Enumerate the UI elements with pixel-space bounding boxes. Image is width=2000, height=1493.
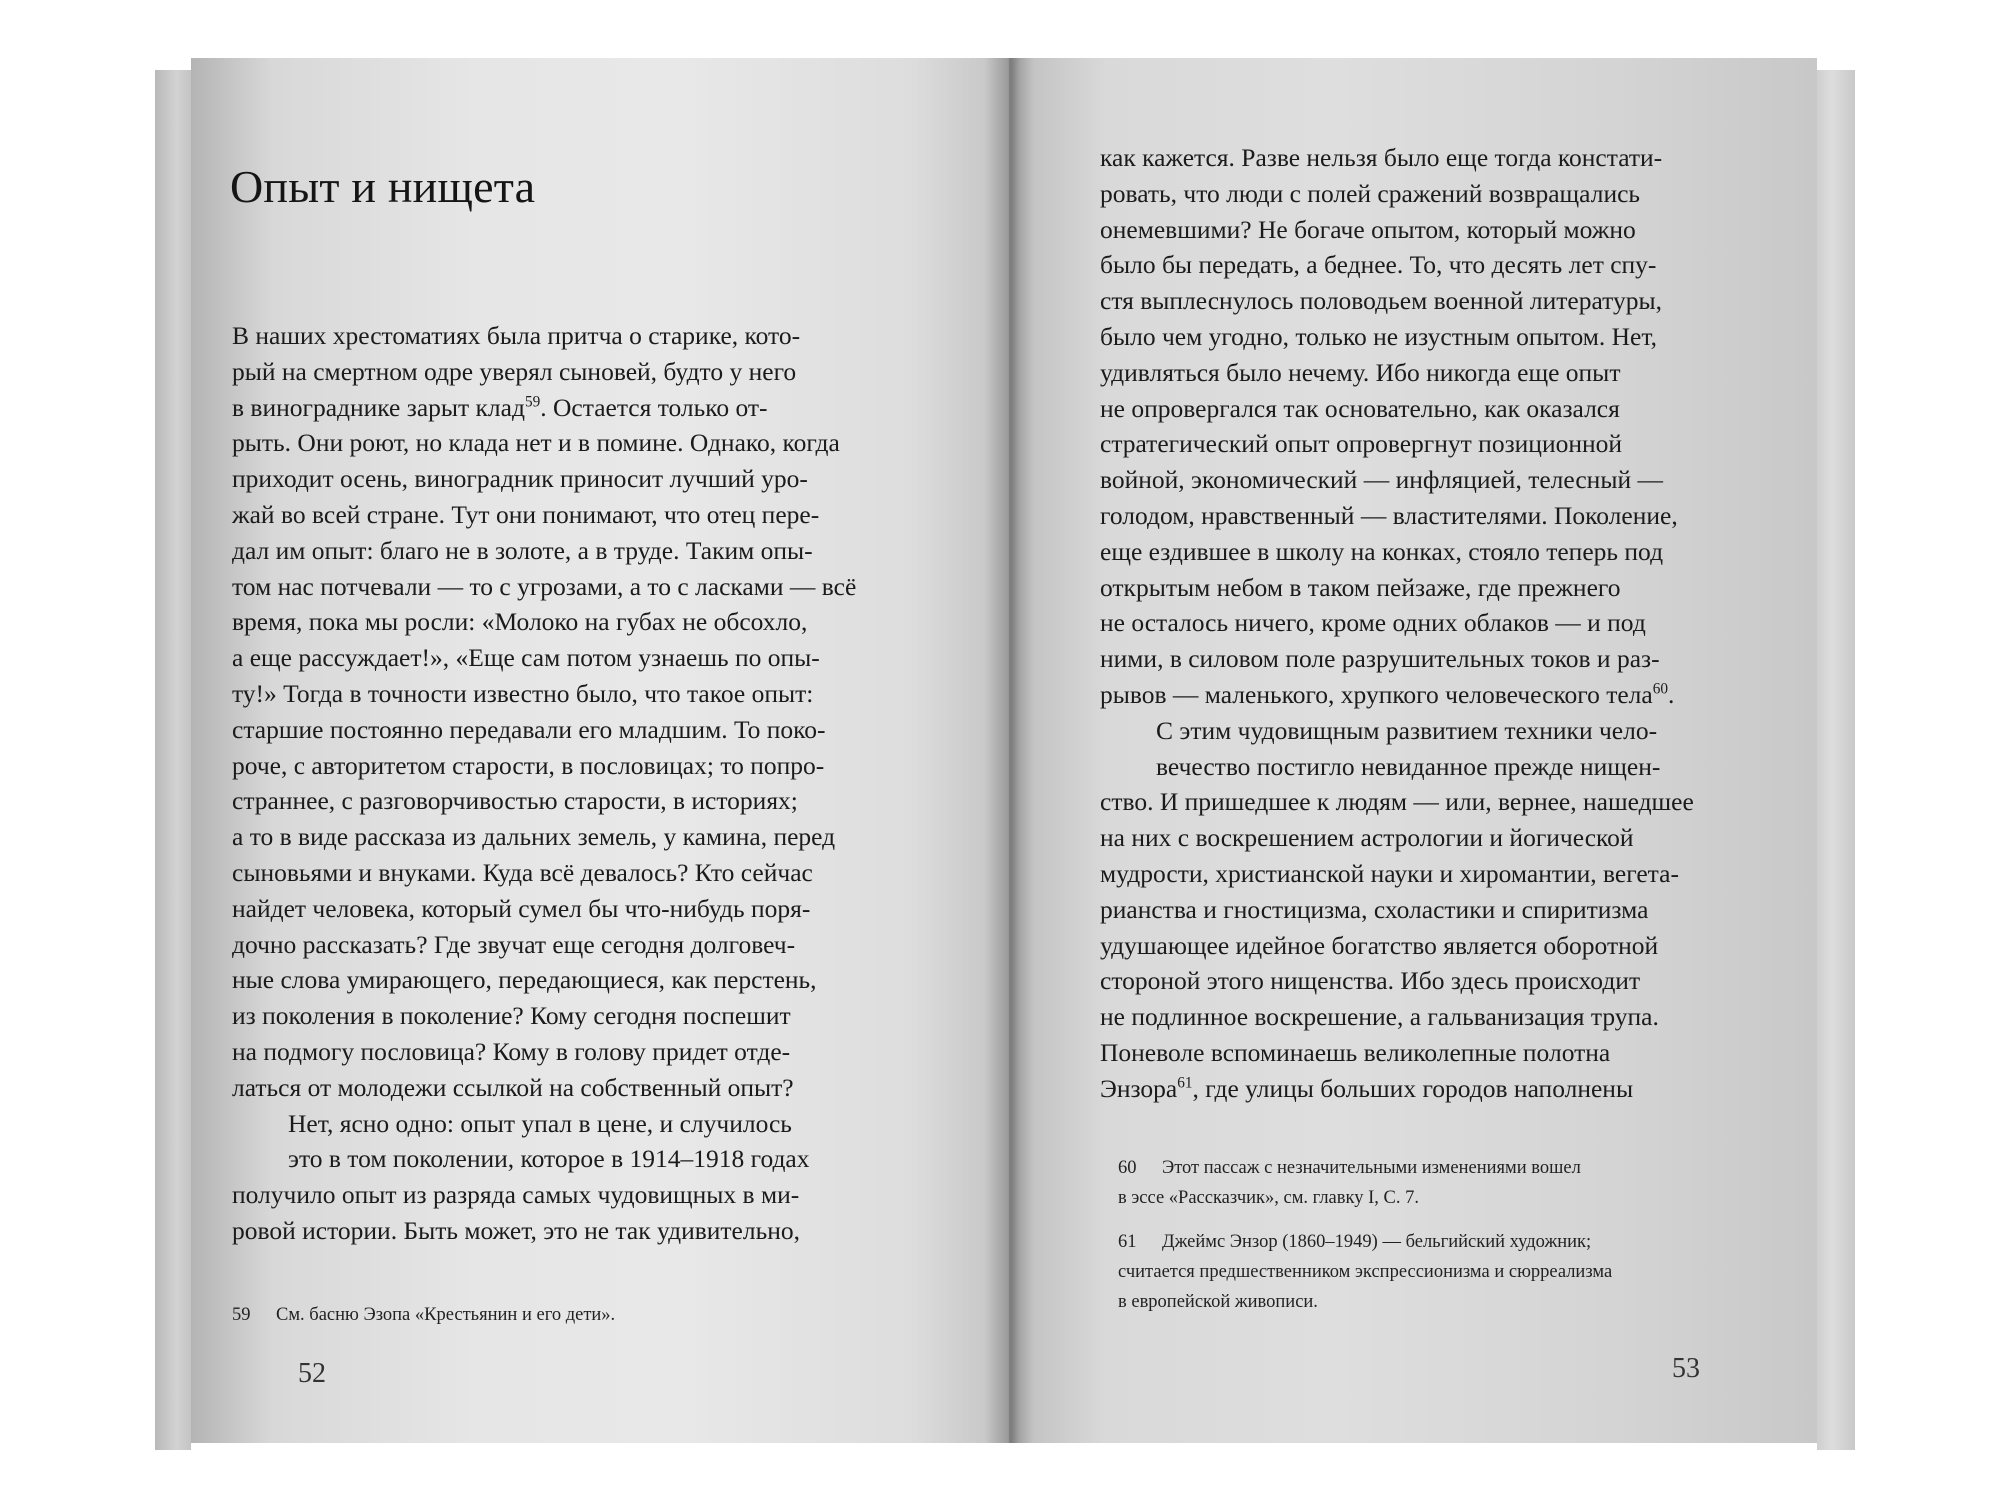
text-line: роче, с авторитетом старости, в пословицах; то попро- xyxy=(232,750,825,780)
footnote-59 xyxy=(232,1300,615,1330)
text-line: ные слова умирающего, передающиеся, как перстень, xyxy=(232,965,817,995)
text-line: Поневоле вспоминаешь великолепные полотна xyxy=(1100,1037,1611,1067)
text-line: открытым небом в таком пейзаже, где прежнего xyxy=(1100,572,1621,602)
text-line: В наших хрестоматиях была притча о старике, кото- xyxy=(232,321,801,350)
text-line: в винограднике зарыт клад$^{59}$. Остается только от- xyxy=(232,392,768,422)
footnote-ref-59[interactable]: 59 xyxy=(524,393,541,411)
text-line: С этим чудовищным развитием техники чело- xyxy=(1156,715,1658,745)
text-line: найдет человека, который сумел бы что-нибудь поря- xyxy=(232,893,811,923)
footnote-60 xyxy=(1118,1153,1612,1213)
text-line: как кажется. Разве нельзя было еще тогда констати- xyxy=(1100,143,1663,172)
footnote-number: 59 xyxy=(232,1305,251,1325)
right-footnotes xyxy=(1118,1153,1612,1331)
text-line: приходит осень, виноградник приносит лучший уро- xyxy=(232,464,808,494)
text-line: еще ездившее в школу на конках, стояло теперь под xyxy=(1100,536,1664,566)
text-line: а еще рассуждает!», «Еще сам потом узнаешь по опы- xyxy=(232,643,820,673)
page-number-left: 52 xyxy=(298,1358,326,1389)
text-line: латься от молодежи ссылкой на собственный опыт? xyxy=(232,1072,794,1102)
text-line: ними, в силовом поле разрушительных токов и раз- xyxy=(1100,644,1660,674)
text-line: удушающее идейное богатство является оборотной xyxy=(1100,930,1659,960)
text-line: Энзора$^{61}$, где улицы больших городов наполнены xyxy=(1100,1073,1634,1103)
text-line: страннее, с разговорчивостью старости, в историях; xyxy=(232,786,798,816)
page-number-right: 53 xyxy=(1672,1353,1700,1384)
text-line: онемевшими? Не богаче опытом, который можно xyxy=(1100,214,1636,244)
text-line: не подлинное воскрешение, а гальванизация трупа. xyxy=(1100,1002,1659,1032)
footnote-text: Этот пассаж с незначительными изменениями вошел xyxy=(1162,1158,1581,1178)
footnote-61 xyxy=(1118,1227,1612,1317)
footnote-ref-61[interactable]: 61 xyxy=(1177,1074,1193,1092)
text-line: получило опыт из разряда самых чудовищных в ми- xyxy=(232,1180,800,1210)
footnote-text: Джеймс Энзор (1860–1949) — бельгийский художник; xyxy=(1162,1232,1592,1252)
text-line: не осталось ничего, кроме одних облаков — и под xyxy=(1100,608,1646,638)
footnote-number: 60 xyxy=(1118,1158,1137,1178)
text-line: было бы передать, а беднее. То, что десять лет спу- xyxy=(1100,250,1657,280)
text-line: из поколения в поколение? Кому сегодня поспешит xyxy=(232,1001,791,1031)
footnote-text: считается предшественником экспрессионизма и сюрреализма xyxy=(1118,1262,1613,1282)
text-line: не опровергался так основательно, как оказался xyxy=(1100,393,1620,423)
text-line: том нас потчевали — то с угрозами, а то с ласками — всё xyxy=(232,571,857,601)
footnote-text: в эссе «Рассказчик», см. главку I, С. 7. xyxy=(1118,1188,1419,1208)
text-line: дал им опыт: благо не в золоте, а в труде. Таким опы- xyxy=(232,535,813,565)
text-line: рый на смертном одре уверял сыновей, будто у него xyxy=(232,356,797,386)
footnote-number: 61 xyxy=(1118,1232,1137,1252)
text-line: удивляться было нечему. Ибо никогда еще опыт xyxy=(1100,357,1621,387)
text-line: это в том поколении, которое в 1914–1918 годах xyxy=(288,1144,810,1174)
text-line: рыть. Они роют, но клада нет и в помине. Однако, когда xyxy=(232,428,840,458)
chapter-title: Опыт и нищета xyxy=(230,161,536,212)
text-line: ту!» Тогда в точности известно было, что такое опыт: xyxy=(232,678,814,708)
right-page-edges xyxy=(1817,70,1855,1450)
footnote-text: См. басню Эзопа «Крестьянин и его дети». xyxy=(276,1305,616,1325)
footnote-text: в европейской живописи. xyxy=(1118,1292,1318,1312)
right-page-body xyxy=(1100,140,1790,1107)
text-line: стратегический опыт опровергнут позиционной xyxy=(1100,429,1623,459)
text-line: ровой истории. Быть может, это не так удивительно, xyxy=(232,1215,800,1245)
text-line: жай во всей стране. Тут они понимают, что отец пере- xyxy=(232,499,820,529)
text-line: сыновьями и внуками. Куда всё девалось? Кто сейчас xyxy=(232,857,813,887)
text-line: старшие постоянно передавали его младшим. То поко- xyxy=(232,714,826,744)
text-line: войной, экономический — инфляцией, телесный — xyxy=(1100,465,1663,495)
text-line: Нет, ясно одно: опыт упал в цене, и случилось xyxy=(288,1108,792,1138)
text-line: на подмогу пословица? Кому в голову придет отде- xyxy=(232,1036,791,1066)
text-line: мудрости, христианской науки и хиромантии, вегета- xyxy=(1100,858,1679,888)
text-line: вечество постигло невиданное прежде нищен- xyxy=(1156,751,1661,781)
text-line: ровать, что люди с полей сражений возвращались xyxy=(1100,178,1641,208)
text-line: рывов — маленького, хрупкого человеческого тела$^{60}$. xyxy=(1100,679,1675,709)
text-line: дочно рассказать? Где звучат еще сегодня долговеч- xyxy=(232,929,796,959)
text-line: голодом, нравственный — властителями. Поколение, xyxy=(1100,500,1678,530)
left-footnotes xyxy=(232,1300,615,1344)
text-line: на них с воскрешением астрологии и йогической xyxy=(1100,823,1634,853)
text-line: время, пока мы росли: «Молоко на губах не обсохло, xyxy=(232,607,808,637)
text-line: было чем угодно, только не изустным опытом. Нет, xyxy=(1100,321,1657,351)
text-line: ство. И пришедшее к людям — или, вернее, нашедшее xyxy=(1100,787,1694,817)
left-page-edges xyxy=(155,70,191,1450)
text-line: стя выплеснулось половодьем военной литературы, xyxy=(1100,286,1662,316)
text-line: а то в виде рассказа из дальних земель, у камина, перед xyxy=(232,822,836,852)
left-page-body xyxy=(232,318,912,1249)
text-line: рианства и гностицизма, схоластики и спиритизма xyxy=(1100,894,1649,924)
text-line: стороной этого нищенства. Ибо здесь происходит xyxy=(1100,966,1641,996)
footnote-ref-60[interactable]: 60 xyxy=(1652,680,1669,698)
